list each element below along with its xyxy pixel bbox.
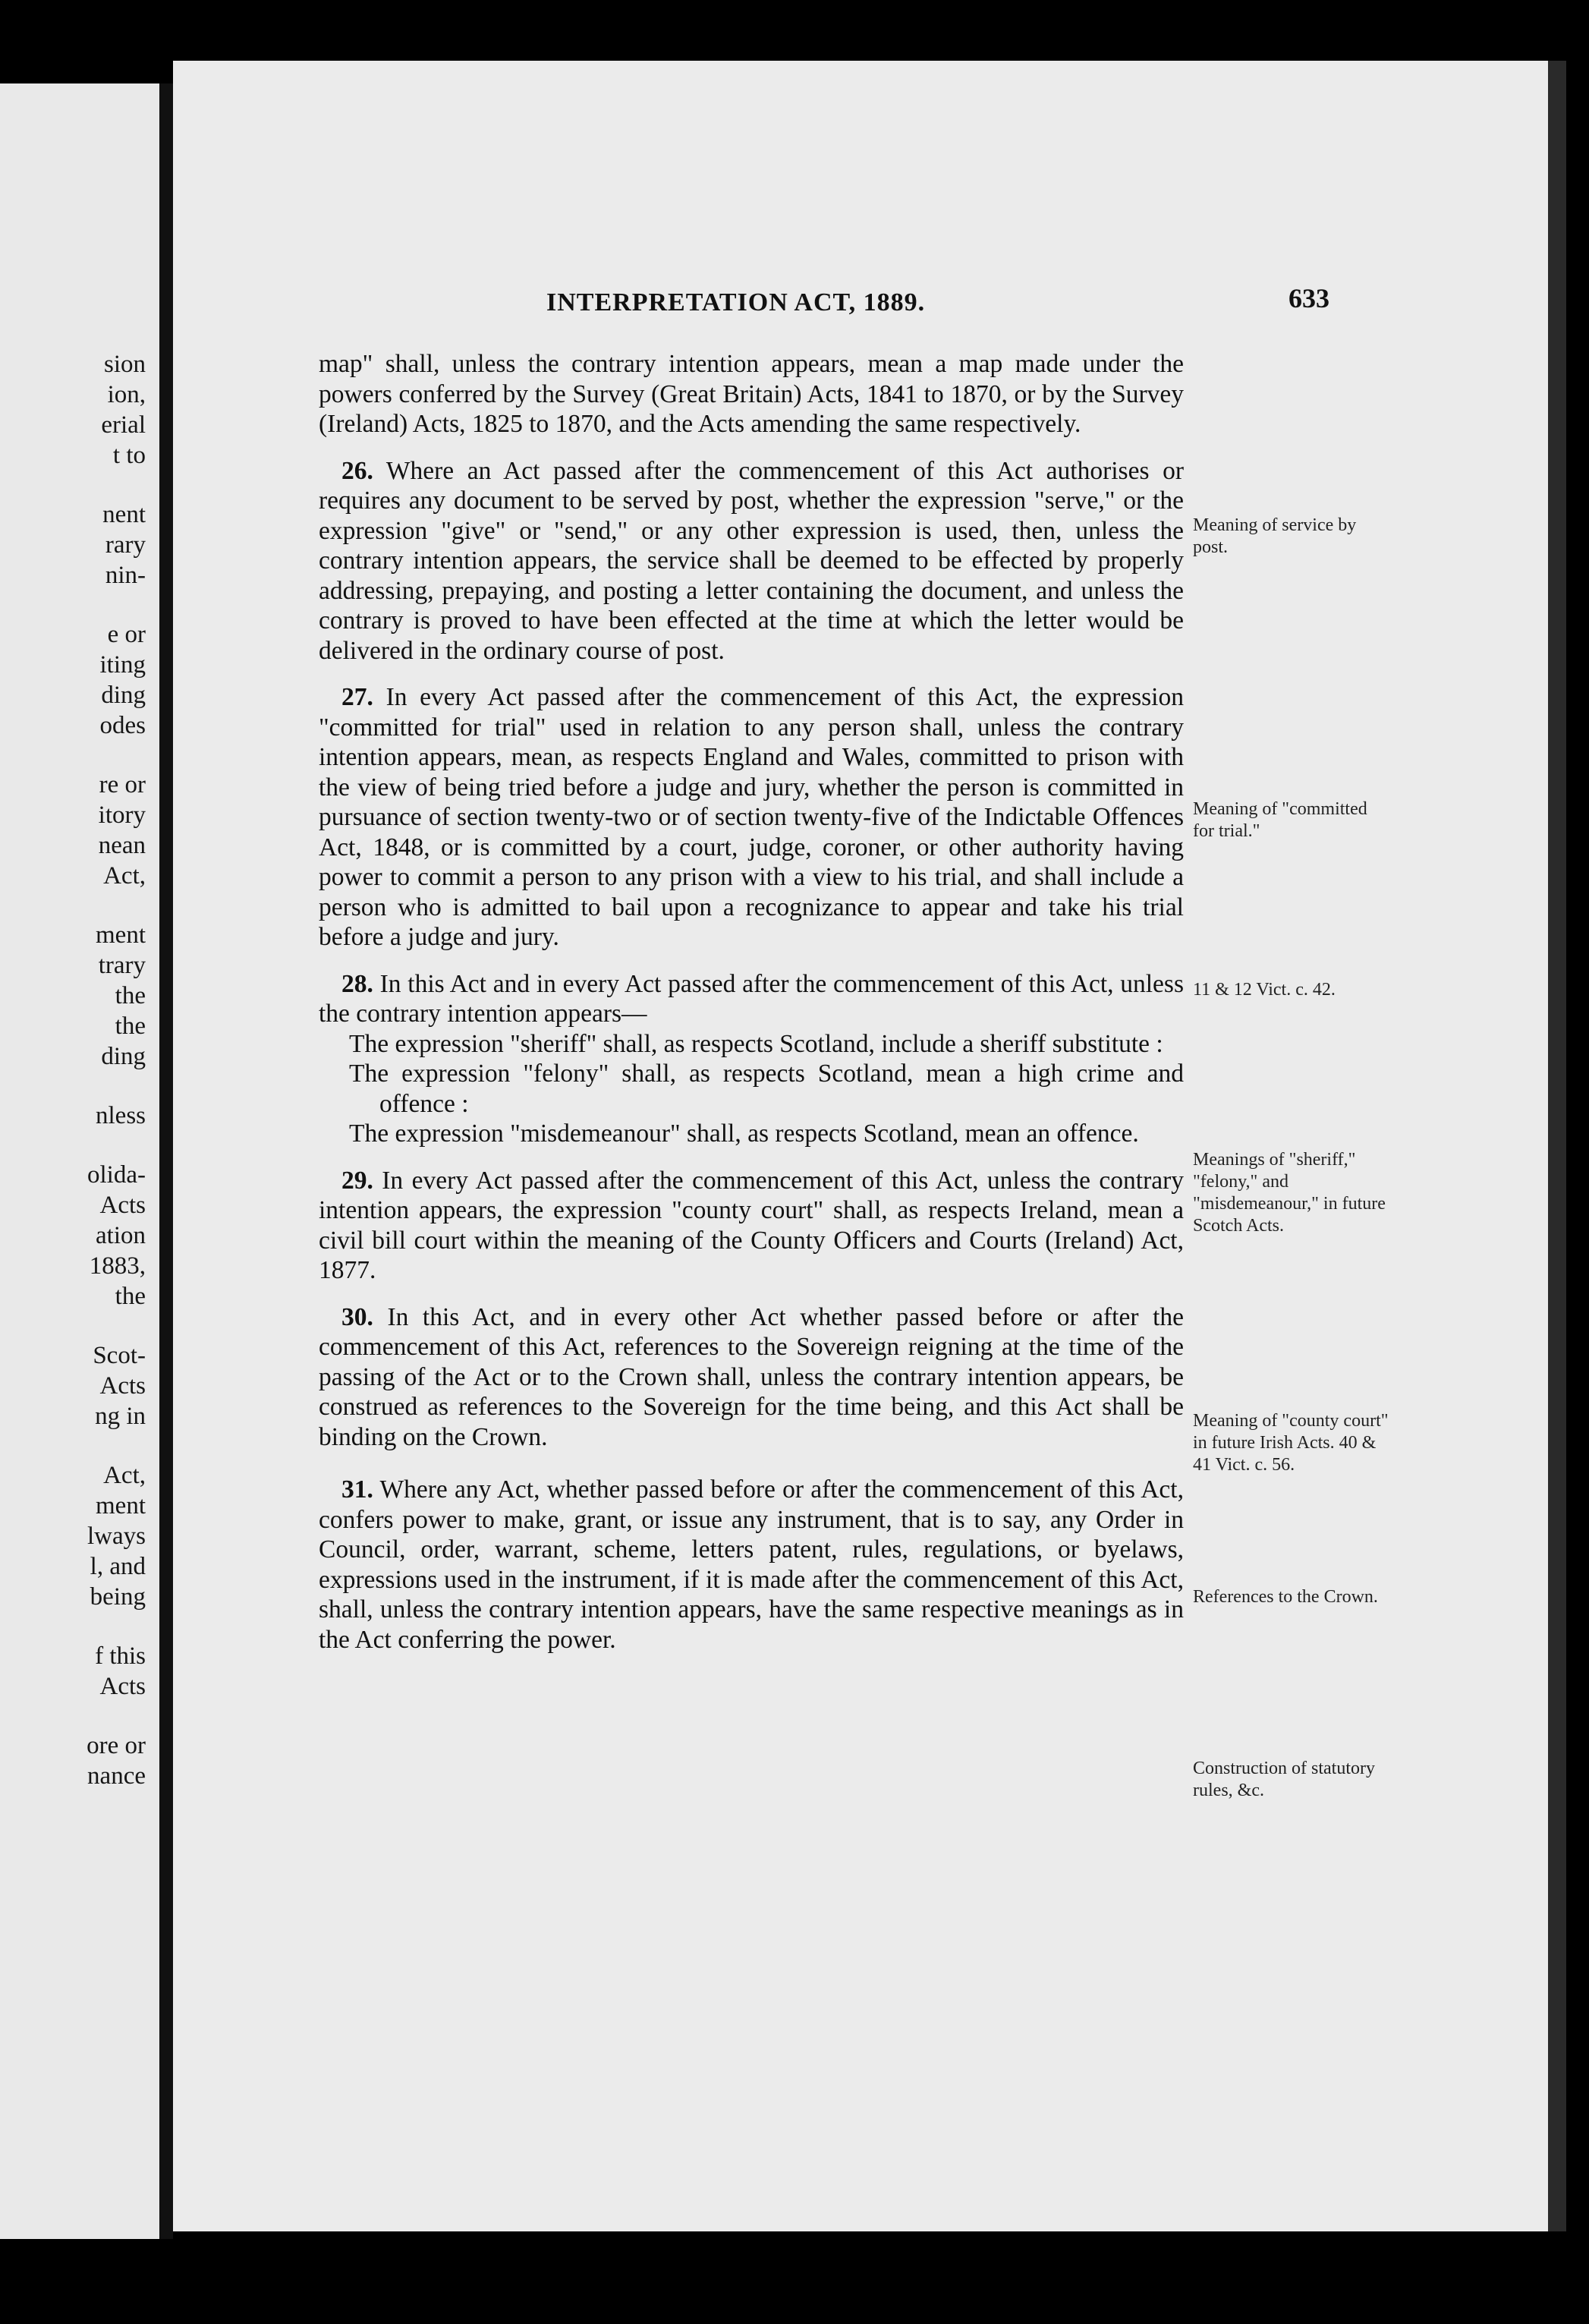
page-edge: [1548, 61, 1566, 2231]
facing-page-text-fragment: Act,: [103, 862, 146, 890]
section-number: 27.: [341, 683, 373, 711]
section-28: [319, 969, 1184, 1149]
margin-note-scotch-definitions: Meanings of "sheriff," "felony," and "misdemeanour," in future Scotch Acts.: [1193, 1150, 1386, 1236]
facing-page-text-fragment: nent: [102, 501, 146, 528]
facing-page-text-fragment: ation: [96, 1222, 146, 1249]
section-number: 28.: [341, 969, 373, 998]
book-gutter: [159, 83, 173, 2239]
facing-page-text-fragment: Acts: [99, 1673, 146, 1700]
section-number: 26.: [341, 456, 373, 485]
facing-page-text-fragment: iting: [99, 651, 146, 679]
statute-body: [319, 349, 1184, 1671]
section-intro: [319, 969, 1184, 1029]
facing-page-text-fragment: nance: [87, 1762, 146, 1790]
section-number: 30.: [341, 1302, 373, 1331]
facing-page-text-fragment: nin-: [105, 562, 146, 589]
margin-note-statute-citation: 11 & 12 Vict. c. 42.: [1193, 980, 1336, 1000]
margin-note-statutory-rules: Construction of statutory rules, &c.: [1193, 1759, 1375, 1800]
facing-page-text-fragment: Acts: [99, 1372, 146, 1400]
section-31: [319, 1475, 1184, 1655]
section-26: [319, 456, 1184, 666]
section-27: [319, 682, 1184, 953]
margin-note-references-to-crown: References to the Crown.: [1193, 1587, 1378, 1607]
section-text: In every Act passed after the commencement of this Act, the expression "committed for trial" used in relation to any person shall, unless the contrary intention appears, mean, as respects England and Wales, committed to prison with the view of being tried before a judge and jury, whether the person is committed in pursuance of section twenty-two or of section twenty-five of the Indictable Offences Act, 1848, or is committed by a court, judge, coroner, or other authority having power to commit a person to any prison with a view to his trial, and shall include a person who is admitted to bail upon a recognizance to appear and take his trial before a judge and jury.: [319, 683, 1184, 951]
facing-page-text-fragment: nean: [98, 832, 146, 859]
section-text: In this Act and in every Act passed after the commencement of this Act, unless the contrary intention appears—: [319, 969, 1185, 1028]
section-number: 29.: [341, 1166, 373, 1195]
facing-page-text-fragment: Acts: [99, 1192, 146, 1219]
facing-page-text-fragment: e or: [107, 621, 146, 648]
facing-page-text-fragment: lways: [87, 1523, 146, 1550]
facing-page-text-fragment: Scot-: [93, 1342, 146, 1369]
facing-page-text-fragment: ding: [101, 682, 146, 709]
facing-page-text-fragment: nless: [96, 1102, 146, 1129]
section-text: Where an Act passed after the commencement of this Act authorises or requires any document to be served by post, whether the expression "serve," or the expression "give" or "send," or any other expression is used, then, unless the contrary intention appears, the service shall be deemed to be effected by properly addressing, prepaying, and posting a letter containing the document, and unless the contrary is proved to have been effected at the time at which the letter would be delivered in the ordinary course of post.: [319, 456, 1184, 665]
running-header: INTERPRETATION ACT, 1889.: [546, 288, 926, 316]
facing-page-text-fragment: olida-: [87, 1161, 146, 1189]
facing-page-text-fragment: being: [90, 1583, 146, 1611]
margin-note-service-by-post: Meaning of service by post.: [1193, 515, 1357, 557]
facing-page-text-fragment: 1883,: [89, 1252, 146, 1280]
section-number: 31.: [341, 1475, 373, 1504]
facing-page-text-fragment: Act,: [103, 1462, 146, 1489]
facing-page-text-fragment: ding: [101, 1043, 146, 1070]
section-text: Where any Act, whether passed before or after the commencement of this Act, confers power to make, grant, or issue any instrument, that is to say, any Order in Council, order, warrant, scheme, letters patent, rules, regulations, or byelaws, expressions used in the instrument, if it is made after the commencement of this Act, shall, unless the contrary intention appears, have the same respective meanings as in the Act conferring the power.: [319, 1475, 1184, 1654]
facing-page-text-fragment: l, and: [90, 1553, 146, 1580]
facing-page-text-fragment: erial: [101, 411, 146, 439]
facing-page-text-fragment: odes: [99, 712, 146, 739]
facing-page-text-fragment: sion: [103, 351, 146, 378]
facing-page-fragment: [0, 83, 159, 2239]
facing-page-text-fragment: ng in: [95, 1403, 146, 1430]
definition-felony: The expression "felony" shall, as respects Scotland, mean a high crime and offence :: [349, 1060, 1184, 1118]
opening-fragment: map" shall, unless the contrary intention appears, mean a map made under the powers conferred by the Survey (Great Britain) Acts, 1841 to 1870, or by the Survey (Ireland) Acts, 1825 to 1870, and the Acts amending the same respectively.: [319, 350, 1184, 438]
facing-page-text-fragment: itory: [98, 801, 146, 829]
definition-misdemeanour: The expression "misdemeanour" shall, as respects Scotland, mean an offence.: [349, 1119, 1139, 1148]
facing-page-text-fragment: ore or: [87, 1732, 146, 1759]
facing-page-text-fragment: the: [115, 1283, 146, 1310]
facing-page-text-fragment: ion,: [107, 381, 146, 408]
facing-page-text-fragment: re or: [99, 771, 146, 798]
definition-sheriff: The expression "sheriff" shall, as respects Scotland, include a sheriff substitute :: [349, 1029, 1163, 1058]
section-text: In this Act, and in every other Act whether passed before or after the commencement of this Act, references to the Sovereign reigning at the time of the passing of the Act or to the Crown shall, unless the contrary intention appears, be construed as references to the Sovereign for the time being, and this Act shall be binding on the Crown.: [319, 1302, 1184, 1451]
page-number: 633: [1289, 283, 1329, 313]
margin-note-committed-for-trial: Meaning of "committed for trial.": [1193, 799, 1367, 841]
facing-page-text-fragment: ment: [96, 921, 146, 949]
facing-page-text-fragment: ment: [96, 1492, 146, 1519]
facing-page-text-fragment: t to: [112, 442, 146, 469]
facing-page-text-fragment: f this: [95, 1642, 146, 1670]
facing-page-text-fragment: rary: [105, 531, 146, 559]
facing-page-text-fragment: trary: [98, 952, 146, 979]
margin-note-county-court: Meaning of "county court" in future Irish Acts. 40 & 41 Vict. c. 56.: [1193, 1411, 1389, 1475]
facing-page-text-fragment: the: [115, 1012, 146, 1040]
section-30: [319, 1302, 1184, 1453]
section-text: In every Act passed after the commencement of this Act, unless the contrary intention appears, the expression "county court" shall, as respects Ireland, mean a civil bill court within the meaning of the County Officers and Courts (Ireland) Act, 1877.: [319, 1166, 1185, 1284]
facing-page-text-fragment: the: [115, 982, 146, 1009]
section-29: [319, 1166, 1184, 1286]
